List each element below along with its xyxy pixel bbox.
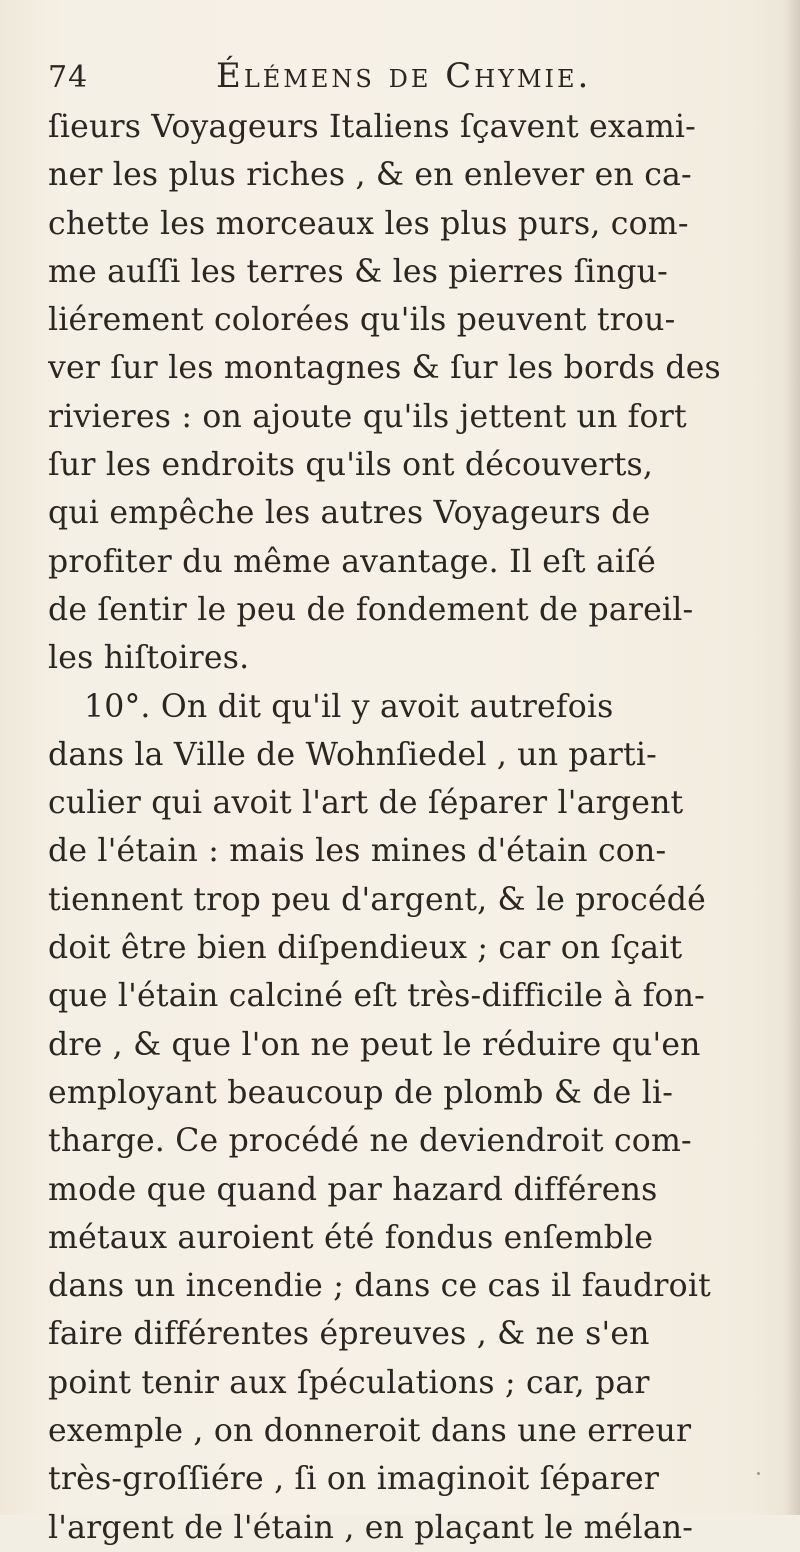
text-line: que l'étain calciné eſt très-difficile à fon- bbox=[48, 978, 706, 1015]
text-line: les hiſtoires. bbox=[48, 640, 250, 677]
text-line: liérement colorées qu'ils peuvent trou- bbox=[48, 302, 676, 339]
text-line: ver ſur les montagnes & ſur les bords des bbox=[48, 350, 721, 387]
text-line: tiennent trop peu d'argent, & le procédé bbox=[48, 881, 707, 918]
page-number: 74 bbox=[48, 60, 89, 95]
ink-speck bbox=[757, 1472, 760, 1475]
text-line: profiter du même avantage. Il eſt aiſé bbox=[48, 543, 656, 580]
text-line: de ſentir le peu de fondement de pareil- bbox=[48, 591, 694, 628]
text-line: dans un incendie ; dans ce cas il faudroit bbox=[48, 1268, 711, 1305]
text-line: doit être bien diſpendieux ; car on ſçait bbox=[48, 930, 683, 967]
paragraph-start-line: 10°. On dit qu'il y avoit autrefois bbox=[84, 688, 614, 725]
text-line: employant beaucoup de plomb & de li- bbox=[48, 1074, 674, 1111]
body-text bbox=[48, 103, 770, 1552]
text-line: culier qui avoit l'art de ſéparer l'argent bbox=[48, 785, 684, 822]
text-line: faire différentes épreuves , & ne s'en bbox=[48, 1316, 650, 1353]
page-header bbox=[48, 50, 768, 110]
text-line: ſur les endroits qu'ils ont découverts, bbox=[48, 447, 654, 484]
text-line: dre , & que l'on ne peut le réduire qu'en bbox=[48, 1026, 701, 1063]
text-line: chette les morceaux les plus purs, com- bbox=[48, 205, 689, 242]
text-line: tharge. Ce procédé ne deviendroit com- bbox=[48, 1123, 692, 1160]
text-line: exemple , on donneroit dans une erreur bbox=[48, 1413, 692, 1450]
text-line: me auſſi les terres & les pierres ſingu- bbox=[48, 253, 669, 290]
text-line: très-groſſiére , ſi on imaginoit ſéparer bbox=[48, 1461, 660, 1498]
text-line: ſieurs Voyageurs Italiens ſçavent exami- bbox=[48, 109, 697, 145]
text-line: mode que quand par hazard différens bbox=[48, 1171, 658, 1208]
text-line: ner les plus riches , & en enlever en ca- bbox=[48, 157, 692, 194]
text-line: qui empêche les autres Voyageurs de bbox=[48, 495, 651, 532]
text-line: dans la Ville de Wohnſiedel , un parti- bbox=[48, 736, 658, 773]
text-line: métaux auroient été fondus enſemble bbox=[48, 1219, 654, 1256]
text-line: rivieres : on ajoute qu'ils jettent un fort bbox=[48, 398, 687, 435]
text-line: l'argent de l'étain , en plaçant le mélan- bbox=[48, 1509, 694, 1546]
page-edge-shadow bbox=[786, 0, 800, 1515]
running-title: Élémens de Chymie. bbox=[216, 56, 592, 96]
text-line: point tenir aux ſpéculations ; car, par bbox=[48, 1364, 650, 1401]
text-line: de l'étain : mais les mines d'étain con- bbox=[48, 833, 667, 870]
